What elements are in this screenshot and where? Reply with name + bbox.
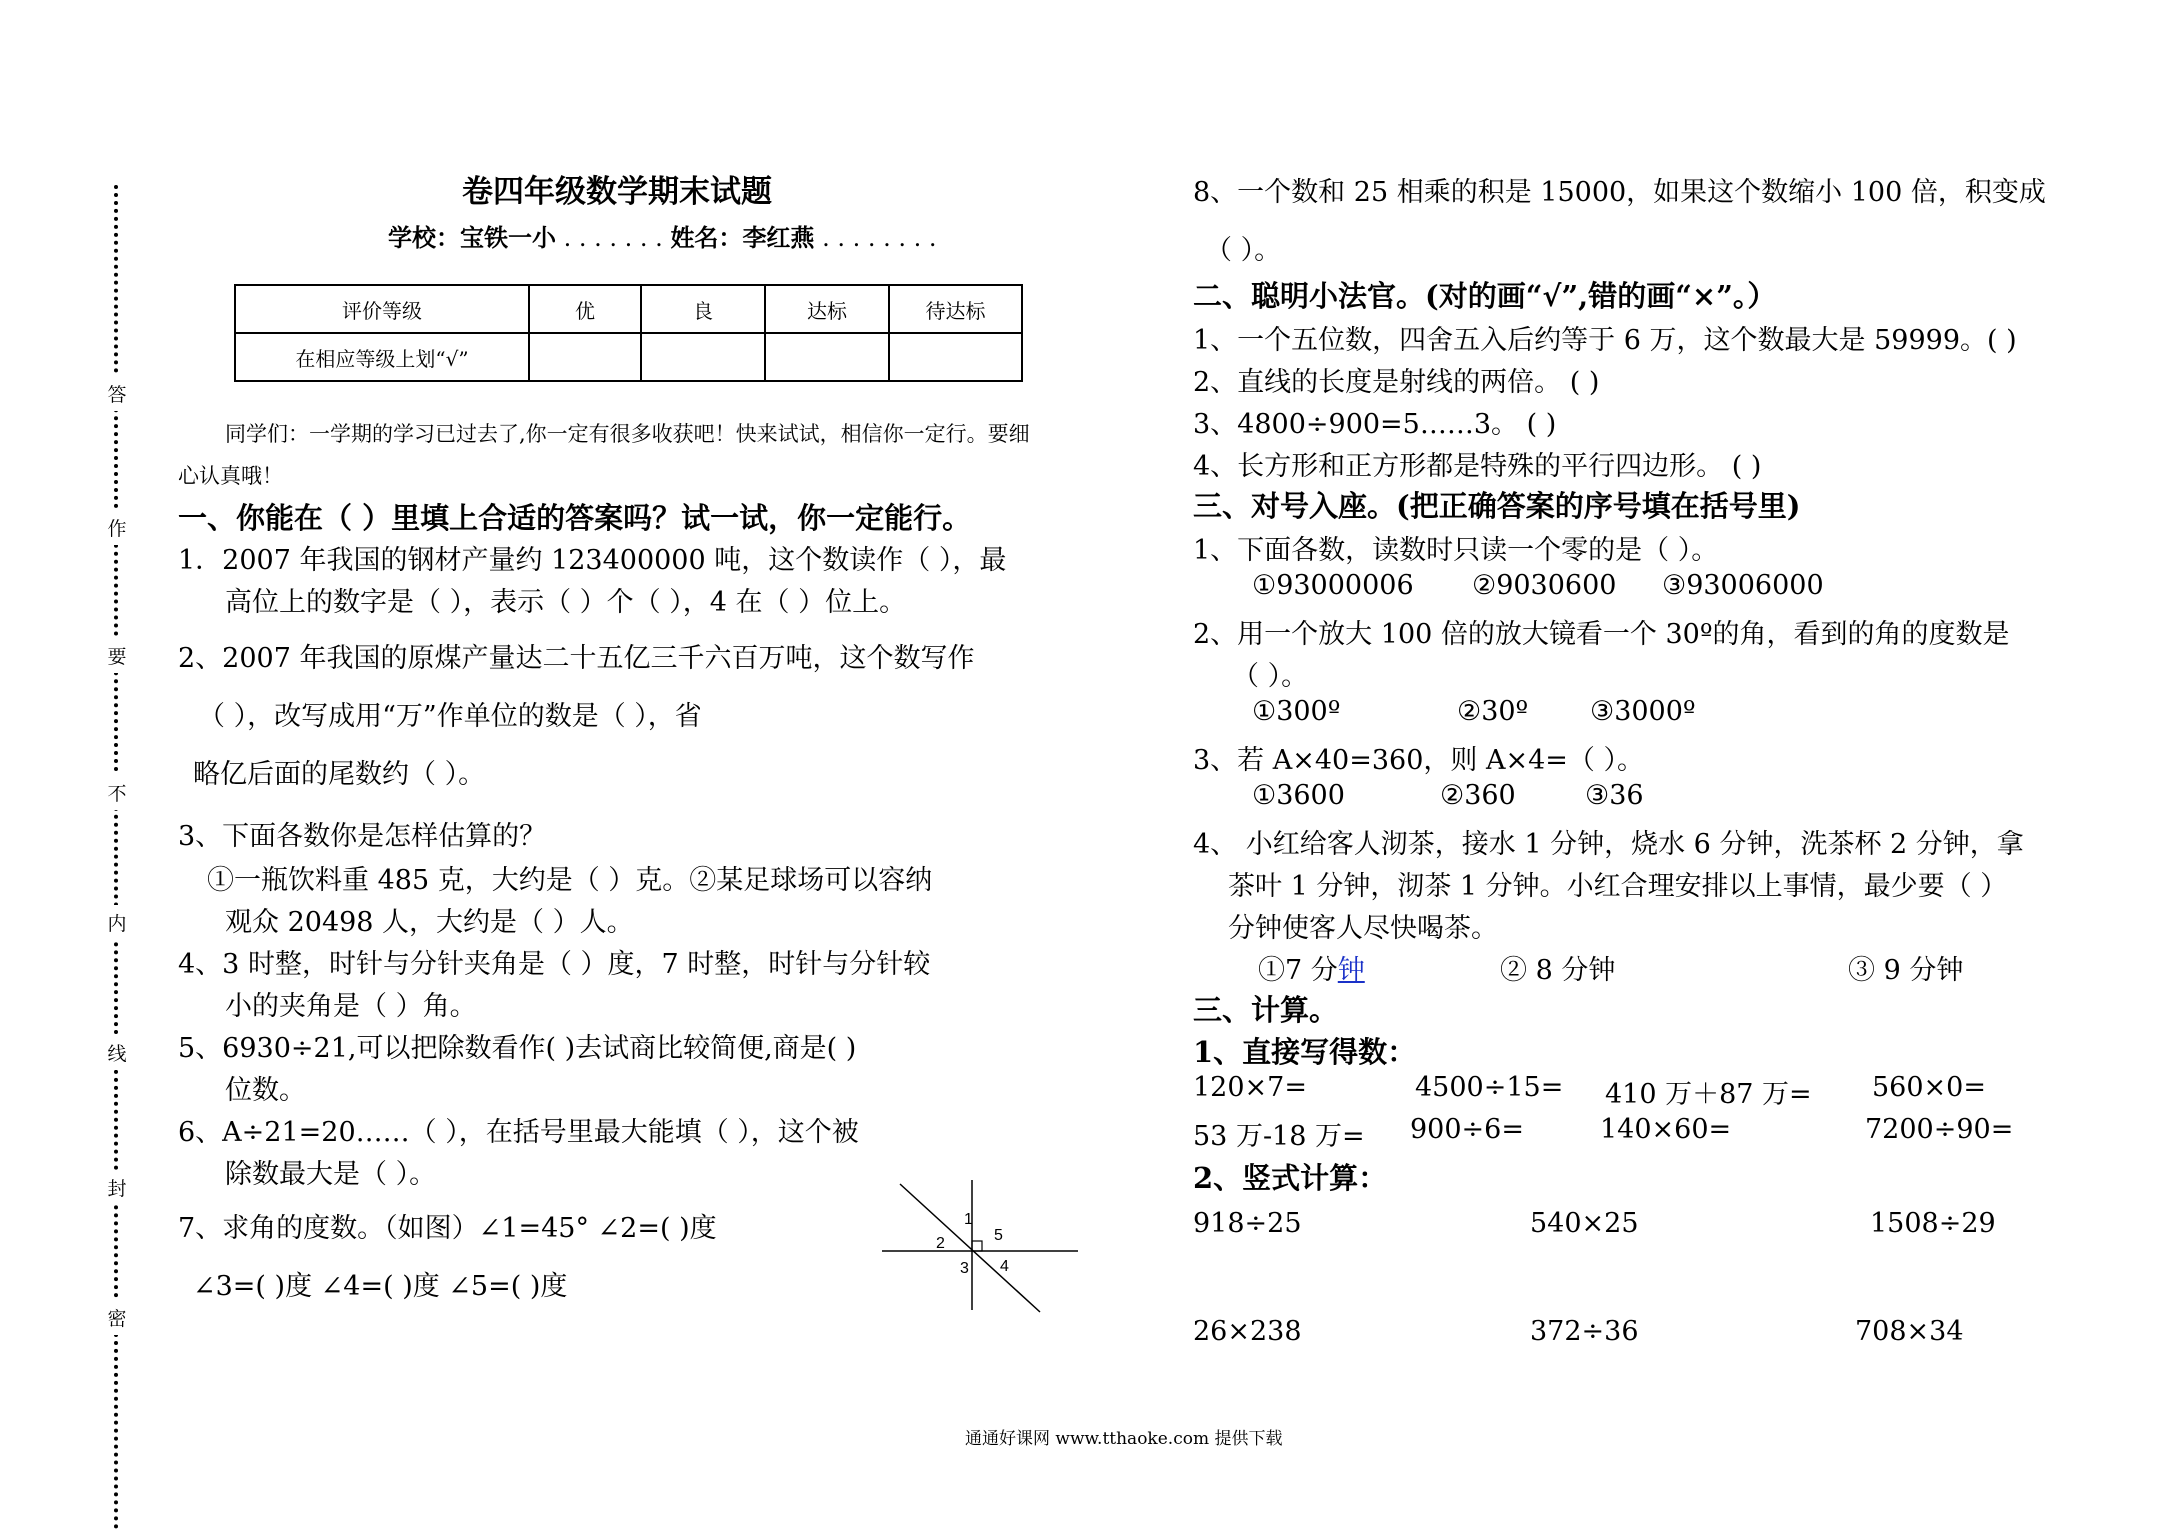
- binding-char: 不: [106, 775, 128, 810]
- question-line: 3、若 A×40=360，则 A×4=（ ）。: [1193, 745, 1644, 776]
- grade-cell[interactable]: [529, 333, 641, 381]
- question-line: 8、一个数和 25 相乘的积是 15000，如果这个数缩小 100 倍，积变成: [1193, 177, 2046, 208]
- table-row-label: 在相应等级上划“√”: [235, 333, 529, 381]
- option: ③ 9 分钟: [1848, 955, 1964, 986]
- question-line: 分钟使客人尽快喝茶。: [1228, 913, 1498, 944]
- vertical-calc: 918÷25: [1193, 1208, 1302, 1239]
- question-line: （ ）。: [1232, 661, 1309, 692]
- direct-calc: 53 万-18 万=: [1193, 1121, 1365, 1152]
- question-line: 2、用一个放大 100 倍的放大镜看一个 30º的角，看到的角的度数是: [1193, 619, 2010, 650]
- intro-line: 心认真哦！: [178, 464, 283, 488]
- vertical-calc: 540×25: [1530, 1208, 1639, 1239]
- school-value: 宝铁一小: [460, 223, 556, 252]
- option: ①3600: [1252, 780, 1345, 811]
- section-heading: 一、你能在（ ）里填上合适的答案吗？试一试，你一定能行。: [178, 501, 972, 535]
- grade-table: [234, 284, 1023, 382]
- question-line: 5、6930÷21,可以把除数看作( )去试商比较简便,商是( ): [178, 1033, 857, 1064]
- option: [1258, 948, 1365, 987]
- footer-text: 通通好课网 www.tthaoke.com 提供下载: [965, 1429, 1283, 1449]
- direct-calc: 900÷6=: [1410, 1114, 1524, 1145]
- question-line: 4、 小红给客人沏茶，接水 1 分钟，烧水 6 分钟，洗茶杯 2 分钟，拿: [1193, 829, 2024, 860]
- question-line: 4、3 时整，时针与分针夹角是（ ）度，7 时整，时针与分针较: [178, 949, 931, 980]
- intro-line: 同学们：一学期的学习已过去了,你一定有很多收获吧！快来试试，相信你一定行。要细: [225, 422, 1030, 446]
- dotted-blank: . . . . . . . .: [814, 224, 937, 252]
- name-label: 姓名：: [670, 223, 743, 252]
- question-line: ∠3=( )度 ∠4=( )度 ∠5=( )度: [193, 1271, 568, 1302]
- angle-figure: [880, 1180, 1080, 1315]
- question-line: ①一瓶饮料重 485 克，大约是（ ）克。②某足球场可以容纳: [207, 865, 933, 896]
- section-heading: 三、对号入座。(把正确答案的序号填在括号里): [1193, 489, 1801, 523]
- section-heading: 三、计算。: [1193, 993, 1339, 1027]
- direct-calc: 120×7=: [1193, 1072, 1307, 1103]
- grade-cell[interactable]: [889, 333, 1022, 381]
- school-label: 学校：: [388, 223, 460, 252]
- angle-label-1: 1: [964, 1211, 973, 1228]
- option-link[interactable]: 钟: [1337, 955, 1365, 986]
- option-text: ①7 分: [1258, 955, 1338, 986]
- question-line: 观众 20498 人，大约是（ ）人。: [225, 907, 634, 938]
- direct-calc: 4500÷15=: [1415, 1072, 1564, 1103]
- option: ②360: [1440, 780, 1516, 811]
- grade-cell[interactable]: [765, 333, 889, 381]
- question-line: 1、下面各数，读数时只读一个零的是（ ）。: [1193, 535, 1719, 566]
- right-angle-mark: [972, 1241, 982, 1251]
- section-heading: 二、聪明小法官。(对的画“√”,错的画“×”。）: [1193, 279, 1777, 313]
- vertical-calc: 26×238: [1193, 1316, 1302, 1347]
- question-line: 小的夹角是（ ）角。: [225, 991, 477, 1022]
- binding-char: 内: [106, 905, 128, 940]
- option: ③93006000: [1662, 570, 1824, 601]
- question-line: 高位上的数字是（ ），表示（ ）个（ ），4 在（ ）位上。: [225, 587, 907, 618]
- question-line: 1．2007 年我国的钢材产量约 123400000 吨，这个数读作（ ），最: [178, 545, 1007, 576]
- question-line: 3、下面各数你是怎样估算的？: [178, 821, 547, 852]
- angle-label-3: 3: [960, 1260, 969, 1277]
- subsection-heading: 2、竖式计算：: [1193, 1161, 1388, 1195]
- exam-title: 卷四年级数学期末试题: [462, 174, 772, 210]
- header-info: [388, 218, 937, 253]
- question-line: 位数。: [225, 1075, 306, 1106]
- question-line: 略亿后面的尾数约（ ）。: [193, 759, 486, 790]
- binding-char: 密: [106, 1300, 128, 1335]
- table-header-cell: 良: [641, 285, 765, 333]
- question-line: 7、求角的度数。（如图）∠1=45° ∠2=( )度: [178, 1213, 717, 1244]
- table-header-cell: 优: [529, 285, 641, 333]
- table-header-cell: 达标: [765, 285, 889, 333]
- binding-char: 答: [106, 376, 128, 411]
- option: ①93000006: [1252, 570, 1414, 601]
- binding-char: 线: [106, 1035, 128, 1070]
- question-line: 1、一个五位数，四舍五入后约等于 6 万，这个数最大是 59999。( ): [1193, 325, 2017, 356]
- grade-cell[interactable]: [641, 333, 765, 381]
- diagonal-line: [900, 1184, 1040, 1312]
- question-line: 3、4800÷900=5……3。 ( ): [1193, 409, 1557, 440]
- direct-calc: 560×0=: [1872, 1072, 1986, 1103]
- angle-label-4: 4: [1000, 1258, 1009, 1275]
- direct-calc: 410 万＋87 万=: [1605, 1079, 1812, 1110]
- table-header-cell: 评价等级: [235, 285, 529, 333]
- question-line: 6、A÷21=20……（ ），在括号里最大能填（ ），这个被: [178, 1117, 859, 1148]
- table-row: [235, 333, 1022, 381]
- subsection-heading: 1、直接写得数：: [1193, 1035, 1417, 1069]
- option: ②9030600: [1472, 570, 1617, 601]
- angle-label-2: 2: [936, 1235, 945, 1252]
- dotted-blank: . . . . . . .: [556, 224, 671, 252]
- angle-label-5: 5: [994, 1227, 1003, 1244]
- direct-calc: 140×60=: [1600, 1114, 1732, 1145]
- option: ①300º: [1252, 696, 1341, 727]
- question-line: 2、2007 年我国的原煤产量达二十五亿三千六百万吨，这个数写作: [178, 643, 975, 674]
- question-line: （ ），改写成用“万”作单位的数是（ ），省: [198, 701, 702, 732]
- question-line: 4、长方形和正方形都是特殊的平行四边形。 ( ): [1193, 451, 1762, 482]
- direct-calc: 7200÷90=: [1865, 1114, 2014, 1145]
- option: ③3000º: [1590, 696, 1696, 727]
- binding-char: 封: [106, 1170, 128, 1205]
- vertical-calc: 1508÷29: [1870, 1208, 1996, 1239]
- question-line: 除数最大是（ ）。: [225, 1159, 437, 1190]
- question-line: 2、直线的长度是射线的两倍。 ( ): [1193, 367, 1600, 398]
- table-row: [235, 285, 1022, 333]
- question-line: （ ）。: [1205, 235, 1282, 266]
- table-header-cell: 待达标: [889, 285, 1022, 333]
- name-value: 李红燕: [742, 223, 815, 252]
- option: ③36: [1585, 780, 1644, 811]
- vertical-calc: 372÷36: [1530, 1316, 1639, 1347]
- question-line: 茶叶 1 分钟，沏茶 1 分钟。小红合理安排以上事情，最少要（ ）: [1228, 871, 2008, 902]
- option: ②30º: [1457, 696, 1529, 727]
- binding-char: 作: [106, 510, 128, 545]
- binding-char: 要: [106, 638, 128, 673]
- vertical-calc: 708×34: [1855, 1316, 1964, 1347]
- option: ② 8 分钟: [1500, 955, 1616, 986]
